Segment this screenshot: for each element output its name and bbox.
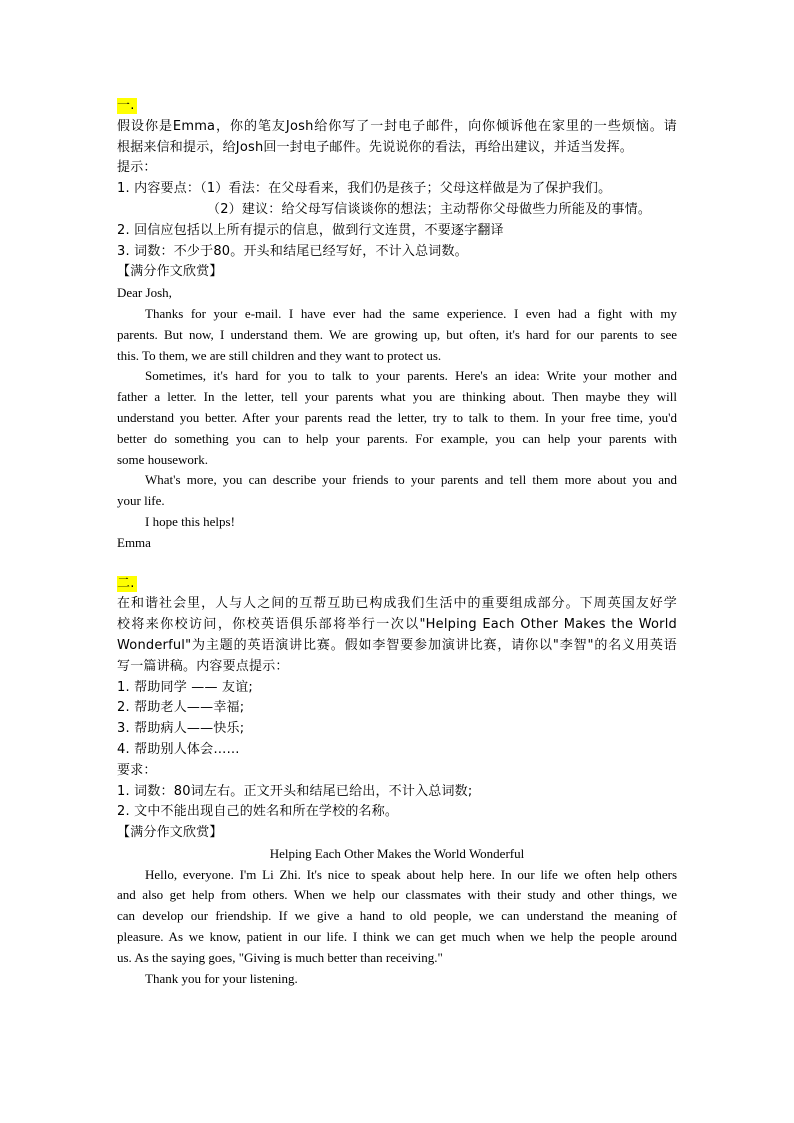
letter-line: I hope this helps! xyxy=(145,513,235,529)
section-2-prompt-line: 校将来你校访问，你校英语俱乐部将举行一次以"Helping Each Other Makes the World xyxy=(117,617,677,633)
point-line: 1. 帮助同学 —— 友谊; xyxy=(117,679,253,695)
essay-line: us. As the saying goes, "Giving is much better than receiving." xyxy=(117,949,443,965)
section-2-heading xyxy=(117,574,677,595)
letter-line: Thanks for your e-mail. I have ever had the same experience. I even had a fight with my xyxy=(145,305,677,321)
hint-line: 3. 词数：不少于80。开头和结尾已经写好，不计入总词数。 xyxy=(117,243,468,259)
letter-line: understand you better. After your parents read the letter, try to talk to them. In your free time, you'd xyxy=(117,409,677,425)
essay-line: and also get help from others. When we help our classmates with their study and other things, we xyxy=(117,887,677,903)
section-2-marker: 二. xyxy=(117,575,135,591)
section-1-prompt-line: 假设你是Emma，你的笔友Josh给你写了一封电子邮件，向你倾诉他在家里的一些烦恼。请 xyxy=(117,118,677,134)
letter-line: What's more, you can describe your friends to your parents and tell them more about you and xyxy=(145,472,677,488)
section-2-prompt-line: 在和谐社会里，人与人之间的互帮互助已构成我们生活中的重要组成部分。下周英国友好学 xyxy=(117,596,677,612)
hint-title: 提示： xyxy=(117,160,157,176)
letter-line: some housework. xyxy=(117,451,208,467)
section-2-prompt-line: 写一篇讲稿。内容要点提示： xyxy=(117,658,289,674)
essay-line: pleasure. As we know, patient in our life. I think we can get much when we help the people around xyxy=(117,929,677,945)
hint-line: 2. 回信应包括以上所有提示的信息，做到行文连贯，不要逐字翻译 xyxy=(117,222,504,238)
hint-line: （2）建议：给父母写信谈谈你的想法；主动帮你父母做些力所能及的事情。 xyxy=(207,201,652,217)
section-1-prompt-line: 根据来信和提示，给Josh回一封电子邮件。先说说你的看法，再给出建议，并适当发挥。 xyxy=(117,139,634,155)
sample-title: 【满分作文欣赏】 xyxy=(117,825,223,841)
point-line: 2. 帮助老人——幸福; xyxy=(117,700,245,716)
point-line: 4. 帮助别人体会…… xyxy=(117,741,240,757)
letter-paragraph xyxy=(117,304,677,366)
requirement-line: 2. 文中不能出现自己的姓名和所在学校的名称。 xyxy=(117,804,399,820)
letter-line: better do something you can to help your parents. For example, you can help your parents with xyxy=(117,430,677,446)
section-2-prompt-line: Wonderful"为主题的英语演讲比赛。假如李智要参加演讲比赛，请你以"李智"的名义用英语 xyxy=(117,637,677,653)
document-page xyxy=(117,96,677,989)
letter-line: father a letter. In the letter, tell your parents what you are thinking about. Then maybe they will xyxy=(117,389,677,405)
letter-line: your life. xyxy=(117,493,165,509)
essay-line: can develop our friendship. If we give a hand to old people, we can understand the meaning of xyxy=(117,908,677,924)
essay-closing: Thank you for your listening. xyxy=(145,970,298,986)
section-1-marker: 一. xyxy=(117,98,135,113)
essay-line: Hello, everyone. I'm Li Zhi. It's nice to speak about help here. In our life we often help others xyxy=(145,866,677,882)
point-line: 3. 帮助病人——快乐; xyxy=(117,721,245,737)
letter-line: Sometimes, it's hard for you to talk to your parents. Here's an idea: Write your mother and xyxy=(145,368,677,384)
essay-paragraph xyxy=(117,865,677,969)
hint-line: 1. 内容要点：（1）看法：在父母看来，我们仍是孩子；父母这样做是为了保护我们。 xyxy=(117,181,612,197)
letter-line: parents. But now, I understand them. We are growing up, but often, it's hard for our parents to see xyxy=(117,326,677,342)
letter-signature: Emma xyxy=(117,534,151,550)
letter-line: this. To them, we are still children and they want to protect us. xyxy=(117,347,442,363)
requirement-line: 1. 词数：80词左右。正文开头和结尾已给出，不计入总词数; xyxy=(117,783,473,799)
letter-paragraph xyxy=(117,512,677,533)
requirements-title: 要求： xyxy=(117,762,157,778)
sample-title: 【满分作文欣赏】 xyxy=(117,264,223,280)
letter-paragraph xyxy=(117,470,677,512)
essay-title: Helping Each Other Makes the World Wonderful xyxy=(269,845,525,861)
section-1-heading xyxy=(117,96,677,117)
letter-paragraph xyxy=(117,366,677,470)
letter-greeting: Dear Josh, xyxy=(117,285,172,301)
